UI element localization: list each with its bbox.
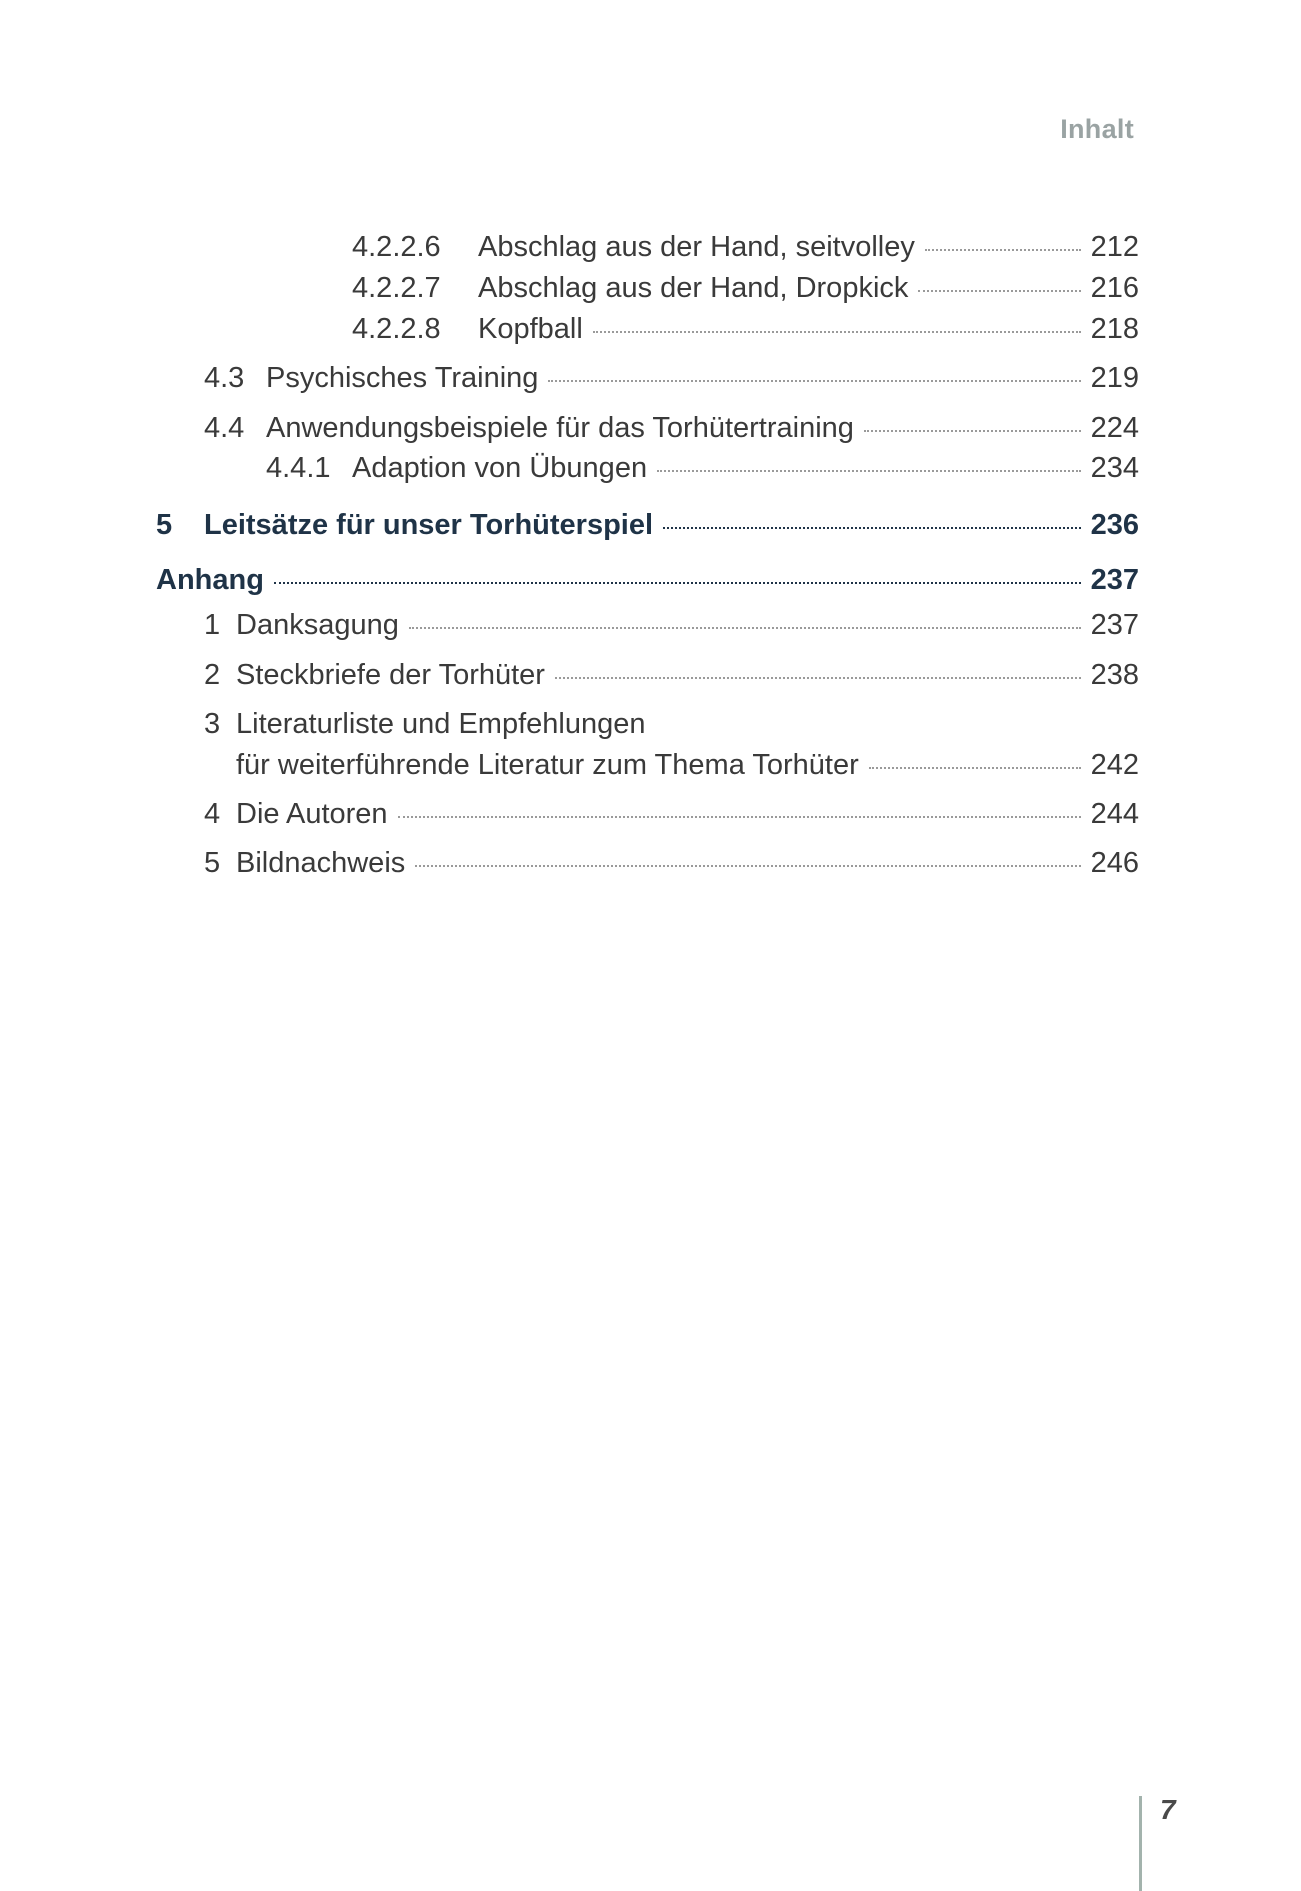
entry-page: 238 xyxy=(1090,659,1139,691)
entry-page: 216 xyxy=(1090,272,1139,304)
entry-number: 4.4 xyxy=(204,412,245,444)
footer-rule xyxy=(1139,1796,1142,1891)
dot-leader xyxy=(918,289,1080,292)
entry-title: Anhang xyxy=(156,564,264,596)
entry-page: 244 xyxy=(1090,798,1139,830)
entry-page: 236 xyxy=(1090,509,1139,541)
entry-page: 237 xyxy=(1090,564,1139,596)
entry-page: 237 xyxy=(1090,609,1139,641)
entry-number: 4.4.1 xyxy=(266,452,331,484)
dot-leader xyxy=(409,626,1081,629)
entry-title: Psychisches Training xyxy=(266,362,539,394)
entry-page: 219 xyxy=(1090,362,1139,394)
dot-leader xyxy=(657,469,1081,472)
toc-entry[interactable] xyxy=(204,658,1139,692)
entry-number: 3 xyxy=(204,708,221,740)
entry-number: 5 xyxy=(156,509,173,541)
running-header: Inhalt xyxy=(1060,114,1134,144)
dot-leader xyxy=(548,379,1080,382)
dot-leader xyxy=(555,676,1081,679)
dot-leader xyxy=(925,248,1081,251)
entry-title: Anwendungsbeispiele für das Torhütertraining xyxy=(266,412,854,444)
entry-page: 246 xyxy=(1090,847,1139,879)
entry-number: 4.2.2.8 xyxy=(352,313,441,345)
entry-title: Abschlag aus der Hand, seitvolley xyxy=(478,231,915,263)
toc-chapter-entry[interactable] xyxy=(156,508,1139,542)
toc-entry[interactable] xyxy=(204,411,1139,445)
toc-entry[interactable] xyxy=(352,230,1139,264)
entry-page: 212 xyxy=(1090,231,1139,263)
entry-title: Kopfball xyxy=(478,313,583,345)
entry-page: 218 xyxy=(1090,313,1139,345)
entry-page: 224 xyxy=(1090,412,1139,444)
entry-title: Danksagung xyxy=(236,609,399,641)
toc-entry[interactable] xyxy=(266,451,1139,485)
entry-number: 4 xyxy=(204,798,221,830)
dot-leader xyxy=(869,766,1081,769)
dot-leader xyxy=(864,429,1081,432)
dot-leader xyxy=(593,330,1081,333)
toc-entry[interactable] xyxy=(204,361,1139,395)
toc-entry[interactable] xyxy=(204,846,1139,880)
entry-title: Steckbriefe der Torhüter xyxy=(236,659,545,691)
entry-page: 234 xyxy=(1090,452,1139,484)
entry-title: Leitsätze für unser Torhüterspiel xyxy=(204,509,654,541)
dot-leader xyxy=(415,864,1080,867)
entry-number: 1 xyxy=(204,609,221,641)
dot-leader xyxy=(398,815,1081,818)
toc-entry[interactable] xyxy=(204,797,1139,831)
entry-number: 4.3 xyxy=(204,362,245,394)
toc-entry[interactable] xyxy=(352,312,1139,346)
toc-entry[interactable] xyxy=(204,608,1139,642)
entry-page: 242 xyxy=(1090,749,1139,781)
dot-leader xyxy=(663,526,1081,529)
entry-title: Adaption von Übungen xyxy=(352,452,648,484)
entry-number: 2 xyxy=(204,659,221,691)
dot-leader xyxy=(274,581,1081,584)
toc-entry[interactable] xyxy=(352,271,1139,305)
entry-number: 4.2.2.7 xyxy=(352,272,441,304)
entry-title-line2: für weiterführende Literatur zum Thema Torhüter xyxy=(236,749,859,781)
page-number: 7 xyxy=(1160,1794,1176,1825)
entry-title: Die Autoren xyxy=(236,798,388,830)
entry-number: 5 xyxy=(204,847,221,879)
entry-number: 4.2.2.6 xyxy=(352,231,441,263)
toc-appendix-entry[interactable] xyxy=(156,563,1139,597)
toc-entry-line1[interactable] xyxy=(204,707,645,741)
entry-title: Bildnachweis xyxy=(236,847,406,879)
toc-entry[interactable] xyxy=(236,748,1139,782)
entry-title: Abschlag aus der Hand, Dropkick xyxy=(478,272,909,304)
entry-title: Literaturliste und Empfehlungen xyxy=(236,708,646,740)
